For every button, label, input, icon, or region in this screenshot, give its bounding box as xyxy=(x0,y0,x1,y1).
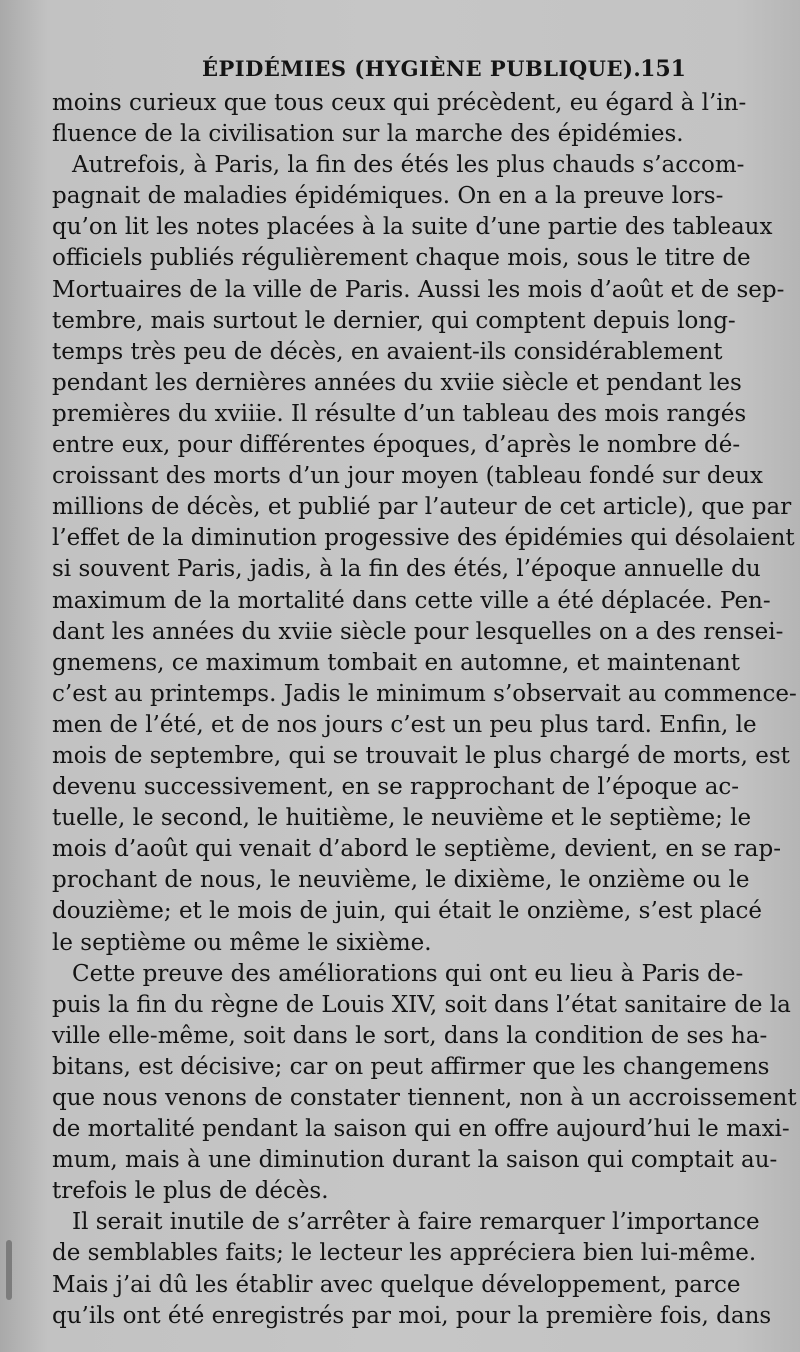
text-line: men de l’été, et de nos jours c’est un peu plus tard. Enfin, le xyxy=(52,711,757,738)
text-line: maximum de la mortalité dans cette ville a été déplacée. Pen- xyxy=(52,587,771,614)
text-line: moins curieux que tous ceux qui précèdent, eu égard à l’in- xyxy=(52,90,747,116)
margin-smudge xyxy=(6,1240,12,1300)
text-line: qu’on lit les notes placées à la suite d’une partie des tableaux xyxy=(52,214,773,241)
text-line: le septième ou même le sixième. xyxy=(52,929,432,956)
text-line: ville elle-même, soit dans le sort, dans la condition de ses ha- xyxy=(52,1022,768,1049)
text-line: fluence de la civilisation sur la marche des épidémies. xyxy=(52,121,684,148)
text-line: mois d’août qui venait d’abord le septième, devient, en se rap- xyxy=(52,836,781,863)
text-line: mum, mais à une diminution durant la saison qui comptait au- xyxy=(52,1147,778,1174)
text-line: Mortuaires de la ville de Paris. Aussi les mois d’août et de sep- xyxy=(52,276,785,303)
text-line: temps très peu de décès, en avaient-ils considérablement xyxy=(52,338,723,365)
text-line: Mais j’ai dû les établir avec quelque développement, parce xyxy=(52,1271,741,1298)
running-title: ÉPIDÉMIES (HYGIÈNE PUBLIQUE). xyxy=(202,56,642,81)
text-line: qu’ils ont été enregistrés par moi, pour la première fois, dans xyxy=(52,1302,772,1329)
text-line: Il serait inutile de s’arrêter à faire remarquer l’importance xyxy=(72,1209,760,1236)
text-line: tembre, mais surtout le dernier, qui comptent depuis long- xyxy=(52,307,736,334)
text-line: croissant des morts d’un jour moyen (tableau fondé sur deux xyxy=(52,463,763,490)
page-header xyxy=(52,56,692,86)
text-line: pagnait de maladies épidémiques. On en a la preuve lors- xyxy=(52,183,724,210)
text-line: si souvent Paris, jadis, à la fin des étés, l’époque annuelle du xyxy=(52,556,761,583)
text-line: l’effet de la diminution progessive des épidémies qui désolaient xyxy=(52,525,795,552)
text-line: millions de décès, et publié par l’auteur de cet article), que par xyxy=(52,494,792,521)
text-line: tuelle, le second, le huitième, le neuvième et le septième; le xyxy=(52,805,752,832)
text-line: Autrefois, à Paris, la fin des étés les plus chauds s’accom- xyxy=(72,152,745,179)
text-line: de mortalité pendant la saison qui en offre aujourd’hui le maxi- xyxy=(52,1116,790,1143)
text-line: c’est au printemps. Jadis le minimum s’observait au commence- xyxy=(52,680,797,707)
text-line: entre eux, pour différentes époques, d’après le nombre dé- xyxy=(52,432,741,459)
text-line: douzième; et le mois de juin, qui était le onzième, s’est placé xyxy=(52,898,763,925)
text-line: prochant de nous, le neuvième, le dixième, le onzième ou le xyxy=(52,867,750,894)
text-line: de semblables faits; le lecteur les appréciera bien lui-même. xyxy=(52,1240,757,1267)
text-line: mois de septembre, qui se trouvait le plus chargé de morts, est xyxy=(52,742,790,769)
text-line: bitans, est décisive; car on peut affirmer que les changemens xyxy=(52,1053,770,1080)
text-line: trefois le plus de décès. xyxy=(52,1178,329,1205)
text-line: officiels publiés régulièrement chaque mois, sous le titre de xyxy=(52,245,751,272)
text-line: gnemens, ce maximum tombait en automne, et maintenant xyxy=(52,649,740,676)
text-line: devenu successivement, en se rapprochant de l’époque ac- xyxy=(52,774,740,801)
text-line: puis la fin du règne de Louis XIV, soit dans l’état sanitaire de la xyxy=(52,991,791,1018)
text-line: premières du xviiie. Il résulte d’un tableau des mois rangés xyxy=(52,400,747,427)
page-number: 151 xyxy=(640,56,686,82)
body-text xyxy=(52,88,797,1332)
text-line: dant les années du xviie siècle pour lesquelles on a des rensei- xyxy=(52,618,784,645)
text-line: que nous venons de constater tiennent, non à un accroissement xyxy=(52,1085,797,1111)
text-line: Cette preuve des améliorations qui ont eu lieu à Paris de- xyxy=(72,960,744,987)
text-line: pendant les dernières années du xviie siècle et pendant les xyxy=(52,369,742,396)
